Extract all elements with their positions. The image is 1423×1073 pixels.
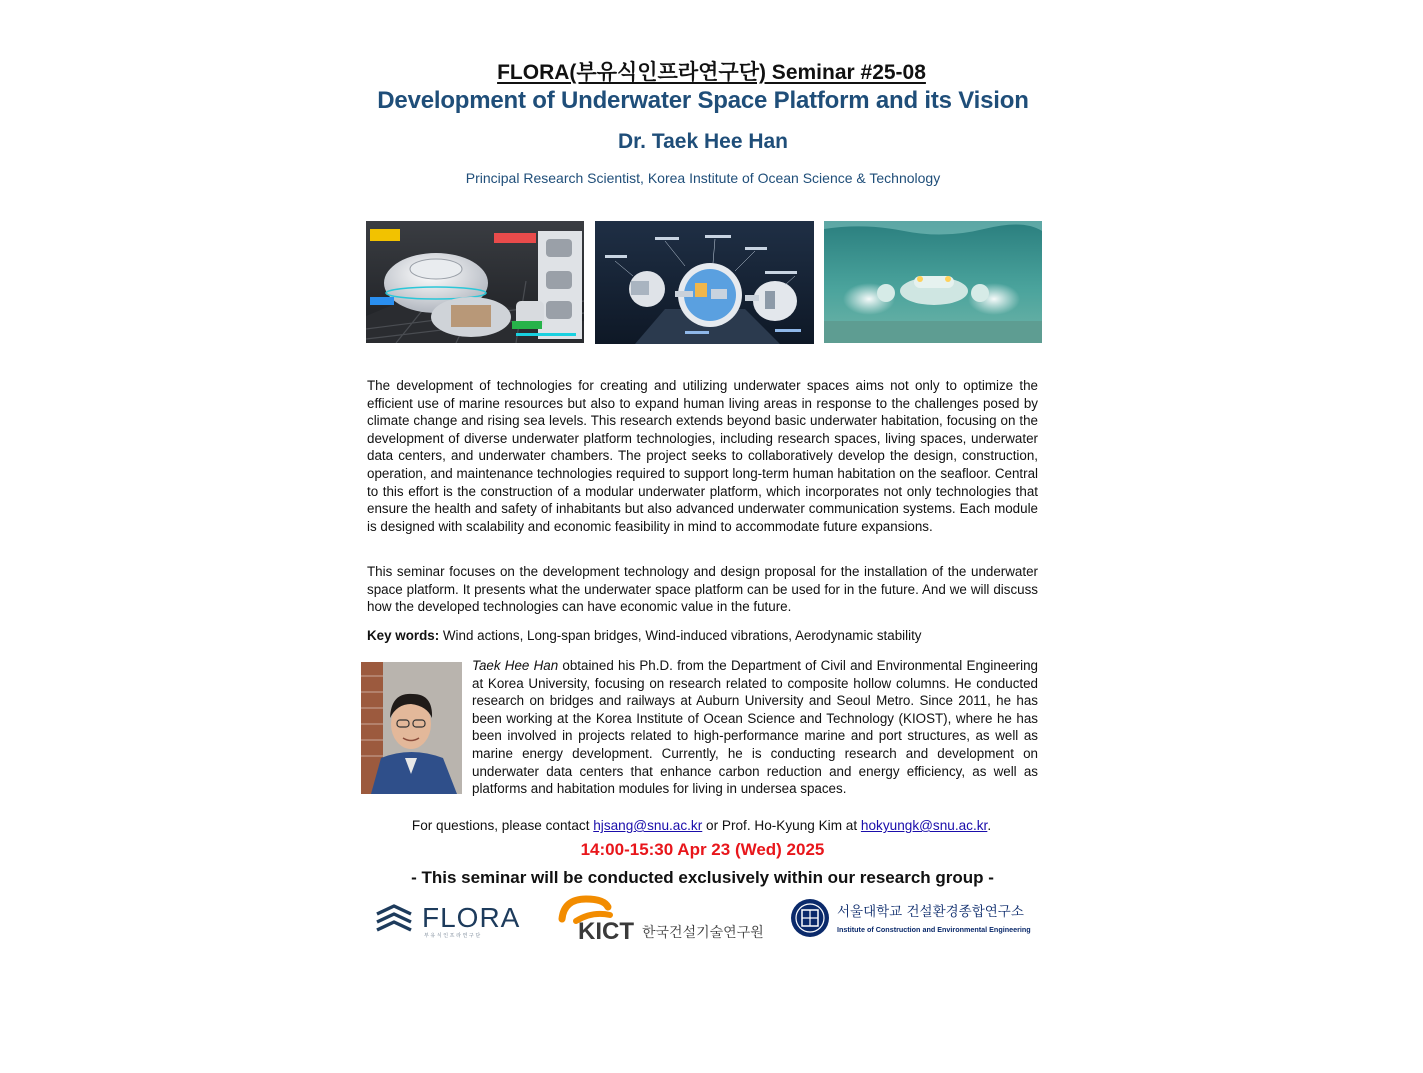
bio-name: Taek Hee Han bbox=[472, 658, 559, 673]
platform-cutaway-diagram bbox=[595, 221, 814, 344]
speaker-name: Dr. Taek Hee Han bbox=[617, 130, 789, 153]
abstract-paragraph-2: This seminar focuses on the development technology and design proposal for the installation of the underwater space platform. It presents what the underwater space platform can be used for in the future. And we will discuss how the developed technologies can have economic value in the future. bbox=[367, 564, 1038, 615]
speaker-affiliation: Principal Research Scientist, Korea Institute of Ocean Science & Technology bbox=[465, 170, 941, 186]
abstract-paragraph-1: The development of technologies for creating and utilizing underwater spaces aims not only to optimize the efficient use of marine resources but also to expand human living areas in response to the challenges posed by climate change and rising sea levels. This research extends beyond basic underwater habitation, focusing on the development of diverse underwater platform technologies, including research spaces, living spaces, underwater data centers, and underwater chambers. The project seeks to collaboratively develop the design, construction, operation, and maintenance technologies required to support long-term human habitation on the seafloor. Central to this effort is the construction of a modular underwater platform, which incorporates not only technologies that ensure the health and safety of inhabitants but also advanced underwater communication systems. Each module is designed with scalability and economic feasibility in mind to accommodate future expansions. bbox=[367, 378, 1038, 534]
kict-logo bbox=[558, 893, 770, 943]
kict-logo-subtitle: 한국건설기술연구원 bbox=[642, 925, 764, 941]
seminar-notice: - This seminar will be conducted exclusively within our research group - bbox=[411, 868, 994, 887]
email-link-2[interactable]: hokyungk@snu.ac.kr bbox=[860, 818, 988, 833]
contact-line bbox=[0, 818, 1403, 833]
flora-logo-text: FLORA bbox=[422, 902, 521, 933]
seminar-title-text: FLORA(부유식인프라연구단) Seminar #25-08 bbox=[497, 61, 926, 84]
snu-logo-text: 서울대학교 건설환경종합연구소 bbox=[837, 904, 1024, 920]
contact-suffix: . bbox=[987, 818, 992, 833]
keywords bbox=[367, 628, 1047, 643]
keywords-text: Wind actions, Long-span bridges, Wind-induced vibrations, Aerodynamic stability bbox=[439, 628, 922, 643]
bio-text: obtained his Ph.D. from the Department of Civil and Environmental Engineering at Korea University, focusing on research related to composite hollow columns. He conducted research on bridges and railways at Auburn University and Seoul Metro. Since 2011, he has been working at the Korea Institute of Ocean Science and Technology (KIOST), where he has been involved in projects related to high-performance marine and port structures, as well as marine energy development. Currently, he is conducting research and development on underwater data centers that enhance carbon reduction and energy efficiency, as well as platforms and habitation modules for living in undersea spaces. bbox=[472, 658, 1038, 797]
contact-prefix: For questions, please contact bbox=[411, 818, 594, 833]
keywords-label: Key words: bbox=[367, 628, 440, 643]
platform-render-image bbox=[366, 221, 584, 343]
flora-logo bbox=[374, 900, 532, 940]
speaker-bio bbox=[367, 657, 1038, 798]
contact-middle: or Prof. Ho-Kyung Kim at bbox=[702, 818, 861, 833]
snu-institute-logo bbox=[789, 896, 1044, 940]
bio-photo-spacer bbox=[367, 657, 472, 791]
underwater-scene-image bbox=[824, 221, 1042, 343]
seminar-datetime: 14:00-15:30 Apr 23 (Wed) 2025 bbox=[580, 840, 825, 859]
snu-logo-subtitle: Institute of Construction and Environmental Engineering bbox=[837, 925, 1031, 934]
talk-title: Development of Underwater Space Platform and its Vision bbox=[377, 87, 1029, 114]
seminar-title bbox=[0, 56, 1423, 86]
email-link-1[interactable]: hjsang@snu.ac.kr bbox=[593, 818, 703, 833]
kict-logo-text: KICT bbox=[578, 918, 634, 943]
flora-logo-subtitle: 부 유 식 인 프 라 연 구 단 bbox=[424, 933, 481, 939]
